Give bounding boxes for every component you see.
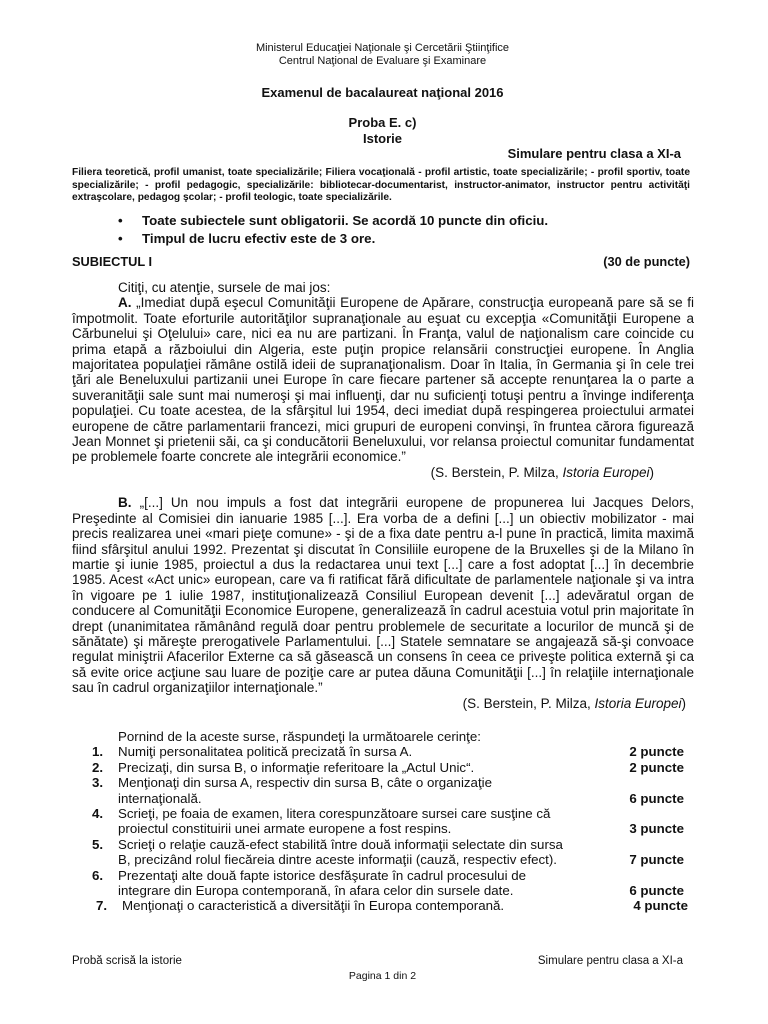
- exam-proba-block: [72, 115, 693, 147]
- requirement-item: 3. Menţionaţi din sursa A, respectiv din sursa B, câte o organizaţie internaţională. 6 puncte: [92, 775, 684, 806]
- requirement-item: 7. Menţionaţi o caracteristică a diversităţii în Europa contemporană. 4 puncte: [96, 898, 688, 914]
- requirement-points: 2 puncte: [629, 744, 684, 760]
- subject-label: Istorie: [362, 131, 402, 146]
- source-b-label: B.: [118, 495, 132, 511]
- sources-intro: Citiţi, cu atenţie, sursele de mai jos:: [118, 280, 331, 295]
- requirement-points: 3 puncte: [629, 821, 684, 837]
- requirements-intro: Pornind de la aceste surse, răspundeţi la următoarele cerinţe:: [118, 729, 481, 744]
- simulation-label: Simulare pentru clasa a XI-a: [507, 146, 681, 161]
- requirement-item: 4. Scrieţi, pe foaia de examen, litera corespunzătoare sursei care susţine că proiectul constituirii unei armate europene a fost respins. 3 puncte: [92, 806, 684, 837]
- instruction-item: • Toate subiectele sunt obligatorii. Se acordă 10 puncte din oficiu.: [118, 212, 688, 230]
- requirement-item: 6. Prezentaţi alte două fapte istorice desfăşurate în cadrul procesului de integrare din Europa contemporană, în afara celor din sursele date. 6 puncte: [92, 867, 684, 899]
- source-b-citation: (S. Berstein, P. Milza, Istoria Europei): [462, 695, 686, 711]
- proba-label: Proba E. c): [348, 115, 417, 130]
- source-a-label: A.: [118, 295, 132, 311]
- requirement-points: 6 puncte: [629, 790, 684, 806]
- instruction-item: • Timpul de lucru efectiv este de 3 ore.: [118, 230, 688, 248]
- center-name: Centrul Naţional de Evaluare şi Examinare: [278, 55, 487, 67]
- footer-right: Simulare pentru clasa a XI-a: [537, 955, 683, 967]
- requirement-item: 2. Precizaţi, din sursa B, o informaţie referitoare la „Actul Unic“. 2 puncte: [92, 759, 684, 775]
- requirement-item: 5. Scrieţi o relaţie cauză-efect stabilită între două informaţii selectate din sursa B, precizând rolul fiecăreia dintre aceste informaţii (cauză, respectiv efect). 7 puncte: [92, 836, 684, 868]
- requirement-points: 6 puncte: [629, 883, 684, 899]
- section-points: (30 de puncte): [603, 254, 690, 269]
- requirement-points: 7 puncte: [629, 852, 684, 868]
- ministry-name: Ministerul Educaţiei Naţionale şi Cercetării Ştiinţifice: [255, 42, 510, 54]
- institution-header: [72, 42, 693, 68]
- footer-left: Probă scrisă la istorie: [72, 955, 182, 967]
- requirement-points: 4 puncte: [633, 898, 688, 914]
- source-a-citation: (S. Berstein, P. Milza, Istoria Europei): [430, 464, 654, 480]
- exam-page: [72, 0, 693, 1024]
- filiera-text: Filiera teoretică, profil umanist, toate specializările; Filiera vocaţională - profil artistic, toate specializările; - profil sportiv, toate specializările; - profil pedagogic, specializările: bibliotecar-documentarist, instructor-animator, instructor pentru activităţi extraşcolare, pedagog şcolar; - profil teologic, toate specializările.: [72, 167, 690, 203]
- source-b-text: B. „[...] Un nou impuls a fost dat integrării europene de propunerea lui Jacques Delors, Preşedinte al Comisiei din ianuarie 1985 [...]. Era vorba de a defini [...] un obiectiv mobilizator - mai precis realizarea unei «mari pieţe comune» - şi de a fixa date pentru a-l pune în practică, limita maximă fiind sfârşitul anului 1992. Prezentat şi discutat în Consiliile europene de la Bruxelles şi de la Milano în martie şi iunie 1985, proiectul a dus la redactarea unui text [...] care a fost adoptat [...] în decembrie 1985. Acest «Act unic» european, care va fi ratificat fără dificultate de parlamentele naţionale şi va intra în vigoare pe 1 iulie 1987, instituţionalizează Consiliul European devenit [...] adevăratul organ de conducere al Comunităţii Economice Europene, generalizează în cadrul acestuia votul prin majoritate în drept (unanimitatea rămânând regulă doar pentru problemele de securitate a locurilor de muncă şi de sănătate) şi măreşte prerogativele Parlamentului. [...] Statele semnatare se angajează să-şi convoace regulat miniştrii Afacerilor Externe ca să găsească un consens în ceea ce priveşte politica externă şi ca să evite orice acţiune sau luare de poziţie care ar putea dăuna Comunităţii [...] în relaţiile internaţionale sau în cadrul organizaţiilor internaţionale.”: [72, 495, 694, 696]
- instructions-list: [118, 212, 688, 248]
- requirement-item: 1. Numiţi personalitatea politică precizată în sursa A. 2 puncte: [92, 744, 684, 760]
- requirement-points: 2 puncte: [629, 759, 684, 775]
- requirements-block: [92, 729, 692, 914]
- page-number: Pagina 1 din 2: [348, 970, 417, 982]
- source-a-text: A. „Imediat după eşecul Comunităţii Europene de Apărare, construcţia europeană pare să se fi împotmolit. Toate eforturile autorităţilor supranaţionale au eşuat cu excepţia «Comunităţii Europene a Cărbunelui şi Oţelului» care, nici ea nu are partizani. În Franţa, valul de naţionalism care coincide cu prima etapă a războiului din Algeria, este puţin propice relansării construcţiei europene. În Anglia majoritatea populaţiei rămâne ostilă ideii de supranaţionalism. Doar în Italia, în Germania şi în cele trei ţări ale Beneluxului partizanii unei Europe în care fiecare partener să accepte renunţarea la o parte a suveranităţii sale sunt mai numeroşi şi mai influenţi, dar nu suficienţi totuşi pentru a învinge indiferenţa populaţiei. Cu toate acestea, de la sfârşitul lui 1954, deci imediat după respingerea proiectului armatei europene de către parlamentarii francezi, mici grupuri de europeni convinşi, în fruntea cărora figurează Jean Monnet şi prietenii săi, ca şi conducătorii Beneluxului, vor relansa proiectul comunitar fundamentat pe problemele foarte concrete ale integrării economice.”: [72, 295, 694, 465]
- section-header: [72, 254, 690, 270]
- sources-block: [72, 280, 694, 711]
- exam-title: Examenul de bacalaureat naţional 2016: [261, 85, 504, 100]
- section-name: SUBIECTUL I: [72, 254, 153, 269]
